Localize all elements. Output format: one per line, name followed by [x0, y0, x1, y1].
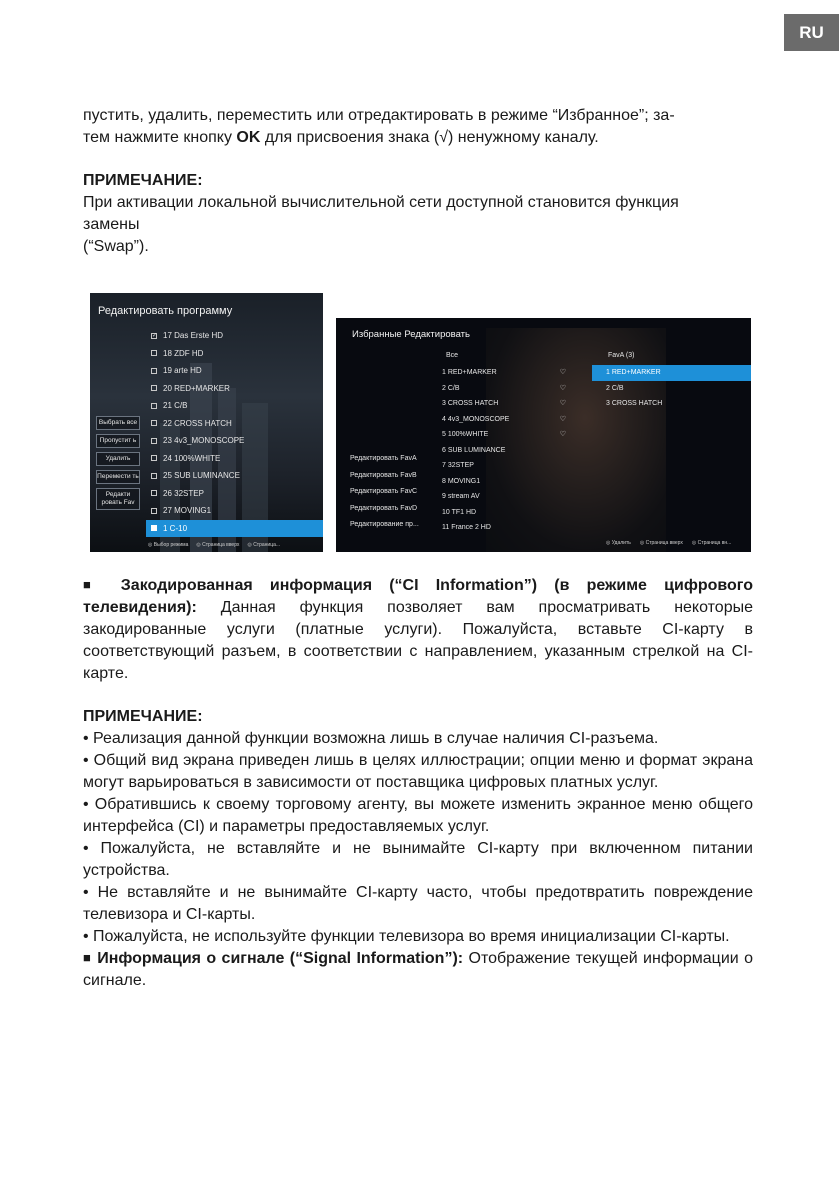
fav-channel-row[interactable]: [592, 381, 751, 397]
channel-label: 3 CROSS HATCH: [442, 400, 499, 407]
channel-label: 21 C/B: [163, 401, 188, 411]
note-block: [83, 170, 753, 258]
footer-hint: ◎ Страница вверх: [196, 542, 240, 548]
fav-menu-item[interactable]: Редактировать FavB: [350, 471, 417, 479]
channel-label: 25 SUB LUMINANCE: [163, 471, 240, 481]
note-text: (“Swap”).: [83, 238, 149, 255]
language-badge: RU: [784, 14, 839, 51]
heart-icon: ♡: [559, 384, 566, 392]
ci-section: [83, 575, 753, 685]
side-button[interactable]: Выбрать все: [96, 416, 140, 430]
channel-row[interactable]: [146, 397, 323, 415]
intro-line: пустить, удалить, переместить или отредактировать в режиме “Избранное”; за-: [83, 107, 675, 124]
note-item: • Пожалуйста, не используйте функции телевизора во время инициализации CI-карты.: [83, 928, 730, 945]
channel-label: 2 C/B: [606, 384, 624, 392]
footer-hint: ◎ Страница вверх: [639, 540, 683, 546]
fav-menu: [350, 451, 436, 534]
channel-row[interactable]: [146, 415, 323, 433]
fav-menu-item[interactable]: Редактирование пр...: [350, 521, 419, 528]
channel-label: 17 Das Erste HD: [163, 331, 224, 341]
channel-label: 2 C/B: [442, 384, 460, 392]
channel-row[interactable]: [442, 427, 572, 443]
ci-paragraph: ■ Закодированная информация (“CI Information”) (в режиме цифрового телевидения): Данная функция позволяет вам просматривать некоторые закодированные услуги (платные услуги). Пожалуйста, вставьте CI-карту в соответствующий разъем, в соответствии с направлением, указанным стрелкой на CI-карте.: [83, 577, 753, 682]
channel-label: 22 CROSS HATCH: [163, 418, 232, 428]
edit-program-screenshot: [90, 293, 323, 552]
channel-label: 8 MOVING1: [442, 477, 481, 485]
channel-label: 26 32STEP: [163, 488, 204, 498]
channel-row[interactable]: [442, 365, 572, 381]
checkbox[interactable]: [151, 473, 157, 479]
fav-menu-item[interactable]: Редактировать FavA: [350, 455, 417, 462]
channel-label: 24 100%WHITE: [163, 453, 221, 463]
note-item: • Пожалуйста, не вставляйте и не вынимайте CI-карту при включенном питании устройства.: [83, 840, 753, 879]
note-heading: ПРИМЕЧАНИЕ:: [83, 172, 203, 189]
signal-paragraph: ■ Информация о сигнале (“Signal Information”): Отображение текущей информации о сигнале.: [83, 950, 754, 989]
channel-label: 1 C-10: [163, 523, 188, 533]
side-button[interactable]: Редакти ровать Fav: [96, 488, 140, 510]
channel-label: 1 RED+MARKER: [442, 369, 497, 376]
heart-icon: ♡: [559, 369, 566, 376]
checkbox[interactable]: [151, 438, 157, 444]
note-item: • Реализация данной функции возможна лишь в случае наличия CI-разъема.: [83, 730, 659, 747]
channel-list: [146, 327, 323, 537]
channel-row[interactable]: [146, 380, 323, 398]
screen-footer: [148, 542, 323, 548]
channel-row[interactable]: [146, 502, 323, 520]
all-column-header: Все: [446, 352, 459, 359]
channel-label: 7 32STEP: [442, 462, 474, 469]
channel-row[interactable]: [146, 432, 323, 450]
channel-row[interactable]: [442, 474, 572, 490]
checkbox[interactable]: [151, 508, 157, 514]
channel-row[interactable]: [442, 412, 572, 428]
checkbox[interactable]: [151, 455, 157, 461]
channel-label: 9 stream AV: [442, 493, 480, 500]
checkbox[interactable]: [151, 525, 157, 531]
side-button[interactable]: Перемести ть: [96, 470, 140, 484]
heart-icon: ♡: [559, 400, 566, 407]
favorites-edit-screenshot: [336, 318, 751, 552]
channel-label: 19 arte HD: [163, 366, 202, 376]
note-item: • Общий вид экрана приведен лишь в целях иллюстрации; опции меню и формат экрана могут варьироваться в зависимости от поставщика цифровых платных услуг.: [83, 752, 753, 791]
fav-channel-row[interactable]: [592, 365, 751, 381]
footer-hint: ◎ Выбор режима: [148, 542, 189, 548]
channel-row[interactable]: [442, 443, 572, 459]
screen-title: Редактировать программу: [98, 305, 233, 317]
intro-paragraph: [83, 105, 753, 149]
channel-row[interactable]: [442, 381, 572, 397]
channel-row[interactable]: [442, 520, 572, 536]
channel-row[interactable]: [146, 520, 323, 538]
screen-footer: [606, 540, 751, 546]
channel-row[interactable]: [146, 362, 323, 380]
channel-label: 27 MOVING1: [163, 506, 212, 516]
checkbox[interactable]: [151, 385, 157, 391]
channel-row[interactable]: [146, 485, 323, 503]
footer-hint: ◎ Удалить: [606, 540, 631, 546]
note2-block: [83, 706, 753, 992]
intro-line: тем нажмите кнопку OK для присвоения знака (√) ненужному каналу.: [83, 129, 599, 146]
note-text: При активации локальной вычислительной сети доступной становится функция: [83, 194, 679, 211]
channel-label: 6 SUB LUMINANCE: [442, 446, 506, 454]
channel-row[interactable]: [442, 396, 572, 412]
checkbox[interactable]: [151, 490, 157, 496]
checkbox[interactable]: [151, 368, 157, 374]
fav-column-header: FavA (3): [608, 352, 635, 359]
channel-label: 20 RED+MARKER: [163, 383, 230, 393]
channel-row[interactable]: [442, 489, 572, 505]
heart-icon: ♡: [559, 415, 566, 423]
channel-label: 3 CROSS HATCH: [606, 400, 663, 407]
channel-label: 4 4v3_MONOSCOPE: [442, 415, 510, 423]
footer-hint: ◎ Страница вн...: [691, 540, 732, 546]
channel-row[interactable]: [146, 450, 323, 468]
checkbox[interactable]: ✓: [152, 332, 158, 339]
heart-icon: ♡: [559, 431, 566, 438]
note-items: [83, 728, 753, 948]
fav-channel-list: [592, 365, 751, 412]
channel-row[interactable]: [146, 467, 323, 485]
checkbox[interactable]: [151, 350, 157, 356]
note-heading: ПРИМЕЧАНИЕ:: [83, 708, 203, 725]
channel-label: 10 TF1 HD: [442, 508, 477, 516]
channel-label: 5 100%WHITE: [442, 431, 489, 438]
screen-title: Избранные Редактировать: [352, 329, 470, 340]
fav-menu-item[interactable]: Редактировать FavD: [350, 504, 418, 512]
side-button[interactable]: Удалить: [96, 452, 140, 466]
channel-row[interactable]: [146, 327, 323, 345]
fav-menu-item[interactable]: Редактировать FavC: [350, 488, 418, 495]
channel-label: 18 ZDF HD: [163, 348, 204, 358]
channel-row[interactable]: [146, 345, 323, 363]
checkbox[interactable]: [151, 420, 157, 426]
checkbox[interactable]: [151, 403, 157, 409]
side-button[interactable]: Пропустит ь: [96, 434, 140, 448]
footer-hint: ◎ Страница...: [247, 542, 281, 548]
channel-label: 1 RED+MARKER: [606, 369, 661, 376]
channel-row[interactable]: [442, 505, 572, 521]
note-item: • Обратившись к своему торговому агенту, вы можете изменить экранное меню общего интерфейса (CI) и параметры предоставляемых услуг.: [83, 796, 753, 835]
side-buttons: [96, 416, 140, 514]
channel-label: 11 France 2 HD: [442, 524, 491, 531]
note-item: • Не вставляйте и не вынимайте CI-карту часто, чтобы предотвратить повреждение телевизора и CI-карты.: [83, 884, 753, 923]
all-channel-list: [442, 365, 572, 536]
channel-row[interactable]: [442, 458, 572, 474]
note-text: замены: [83, 216, 140, 233]
fav-channel-row[interactable]: [592, 396, 751, 412]
channel-label: 23 4v3_MONOSCOPE: [163, 436, 245, 446]
